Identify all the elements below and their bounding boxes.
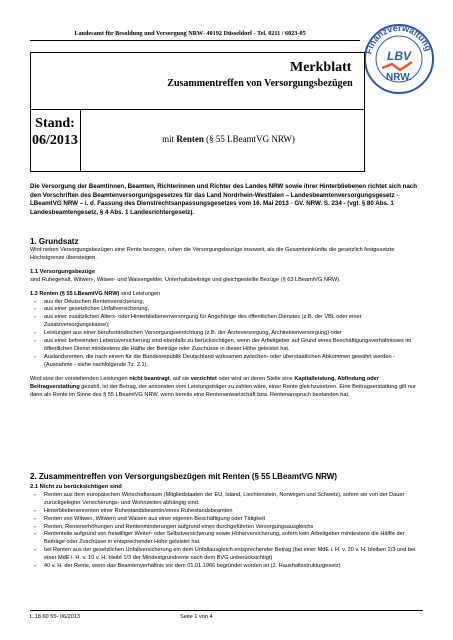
intro-paragraph: Die Versorgung der Beamtinnen, Beamten, Richterinnen und Richter des Landes NRW sowie ihrer Hinterbliebenen richtet sich nach den Vorschriften des Beamtenversorgungsgesetzes für das Land Nordrhein-Westfalen – Landesbeamtenversorgungsgesetz - LBeamtVG NRW – i. d. Fassung des Dienstrechtsanpassungsgesetzes vom 16. Mai 2013 - GV. NRW. S. 234 - (vgl. § 80 Abs. 1 Landesbeamtengesetz, § 4 Abs. 1 Landesrichtergesetz).	[30, 183, 418, 216]
title-vertical-divider	[80, 109, 81, 171]
document-subtitle: Zusammentreffen von Versorgungsbezügen	[167, 78, 353, 89]
closing-text-c: , auf sie	[169, 375, 191, 382]
letterhead: Landesamt für Besoldung und Versorgung NRW- 40192 Düsseldorf - Tel. 0211 / 6023-05	[74, 30, 306, 37]
list-item: - Auslandsrenten, die nach einem für die Bundesrepublik Deutschland wirksamen zwischen- oder überstaatlichen Abkommen gewährt werden - (Ausnahme - siehe nachfolgende Tz. 2.1).	[30, 354, 425, 370]
header-divider	[30, 40, 360, 41]
list-item: - aus einer zusätzlichen Alters- oder Hinterbliebenenversorgung für Angehörige des öffentlichen Dienstes (z.B. der VBL oder einer Zusatzversorgungskasse);	[30, 314, 425, 330]
list-item: - Renten, Rentenerhöhungen und Rentenminderungen aufgrund eines durchgeführten Versorgungsausgleichs	[30, 524, 425, 532]
section2-1-heading: 2.1 Nicht zu berücksichtigen sind	[30, 484, 122, 490]
footer-divider	[30, 610, 423, 611]
exclusions-list	[30, 492, 425, 571]
closing-bold-b: nicht beantragt	[129, 375, 170, 382]
closing-text-e: oder wird an deren Stelle eine	[216, 375, 295, 382]
list-item: - bei Renten aus der gesetzlichen Unfallversicherung ein dem Unfallausgleich entsprechender Betrag (bei einer MdE i. H. v. 20 v. H. bleiben 2/3 und bei einer MdE i. H. v. 10 v. H. bleibt 1/3 der Mindestgrundrente nach dem BVG unberücksichtigt)	[30, 547, 425, 563]
closing-bold-d: verzichtet	[190, 375, 217, 382]
renten-word: Renten	[176, 134, 204, 144]
closing-text-g: gezahlt, ist der Betrag, der ansonsten vom Leistungsträger zu zahlen wäre, einer Rente gleichzusetzen. Eine Beitragserstattung gilt nur dann als Rente im Sinne des § 55 LBeamtVG NRW, wenn bereits eine Rentenanwartschaft bzw. Rentenanspruch bestanden hat.	[30, 383, 416, 398]
list-item: - Renten aus dem europäischen Wirtschaftsraum (Mitgliedstaaten der EU, Island, Liechtenstein, Norwegen und Schweiz), sofern sie von der Dauer zurückgelegter Versicherungs- und Wohnzeiten abhängig sind.	[30, 492, 425, 508]
section1-body	[30, 247, 425, 399]
list-item: - aus einer gesetzlichen Unfallversicherung,	[30, 306, 425, 314]
document-title: Merkblatt	[290, 60, 352, 75]
section1-3-heading	[30, 291, 425, 299]
list-item: - Renten von Witwen, Witwern und Waisen aus einer eigenen Beschäftigung oder Tätigkeit	[30, 516, 425, 524]
list-item: - Leistungen aus einer berufsständischen Versorgungseinrichtung (z.B. der Ärzteversorgung, Architektenversorgung) oder	[30, 330, 425, 338]
paragraph-ref: (§ 55 LBeamtVG NRW)	[206, 134, 295, 144]
section1-3-heading-rest: sind Leistungen	[119, 290, 161, 297]
section1-3-heading-bold: 1.3 Renten (§ 55 LBeamtVG NRW)	[30, 290, 120, 297]
lbv-nrw-logo	[362, 22, 436, 96]
list-item: - 40 v. H. der Rente, wenn das Beamtenverhältnis vor dem 01.01.1966 begründet worden ist (2. Haushaltsstrukturgesetz)	[30, 563, 425, 571]
section1-1-heading: 1.1 Versorgungsbezüge	[30, 268, 96, 275]
stand-date: 06/2013	[32, 133, 78, 148]
list-item: - aus einer befreienden Lebensversicherung sind ebenfalls zu berücksichtigen, wenn der Arbeitgeber auf Grund eines Beschäftigungsverhältnisses im öffentlichen Dienst mindestens die Hälfte der Beiträge oder Zuschüsse in dieser Höhe geleistet hat.	[30, 338, 425, 354]
list-item: - Rententeile aufgrund von freiwilliger Weiter- oder Selbstversicherung sowie Höherversicherung, sofern kein Arbeitgeber mindestens die Hälfte der Beiträge oder Zuschüsse in entsprechender Höhe geleistet hat.	[30, 531, 425, 547]
section1-closing	[30, 376, 425, 400]
stand-block	[30, 115, 80, 149]
list-item: - aus der Deutschen Rentenversicherung,	[30, 299, 425, 307]
logo-lbv-text: LBV	[387, 49, 411, 63]
footer-doc-id: L.18.60 55- 06/2013	[30, 614, 81, 620]
section2-body	[30, 484, 425, 571]
section2-heading: 2. Zusammentreffen von Versorgungsbezügen mit Renten (§ 55 LBeamtVG NRW)	[30, 472, 338, 481]
list-item: - Hinterbliebenenrenten einer Ruhestandsbeamtin/eines Ruhestandsbeamten	[30, 508, 425, 516]
logo-ring-text: Finanzverwaltung	[363, 22, 434, 56]
section1-heading: 1. Grundsatz	[30, 237, 79, 246]
mit-word: mit	[162, 134, 175, 144]
logo-nrw-text: NRW.	[386, 72, 412, 83]
footer-page-number: Seite 1 von 4	[180, 614, 213, 620]
section1-1-text: sind Ruhegehalt, Witwen-, Witwer- und Waisengelder, Unterhaltsbeiträge und gleichgestellte Bezüge (§ 63 LBeamtVG NRW).	[30, 276, 341, 283]
closing-text-a: Wird eine der vorstehenden Leistungen	[30, 375, 130, 382]
section1-text: Wird neben Versorgungsbezügen eine Rente bezogen, ruhen die Versorgungsbezüge insoweit, als die Gesamteinkünfte die gesetzlich festgesetzte Höchstgrenze übersteigen.	[30, 247, 395, 261]
closing-bold-f: Kapitalleistung, Abfindung oder Beitragserstattung	[30, 375, 379, 390]
stand-label: Stand:	[35, 116, 75, 131]
renten-list	[30, 299, 425, 370]
renten-line	[96, 134, 361, 144]
